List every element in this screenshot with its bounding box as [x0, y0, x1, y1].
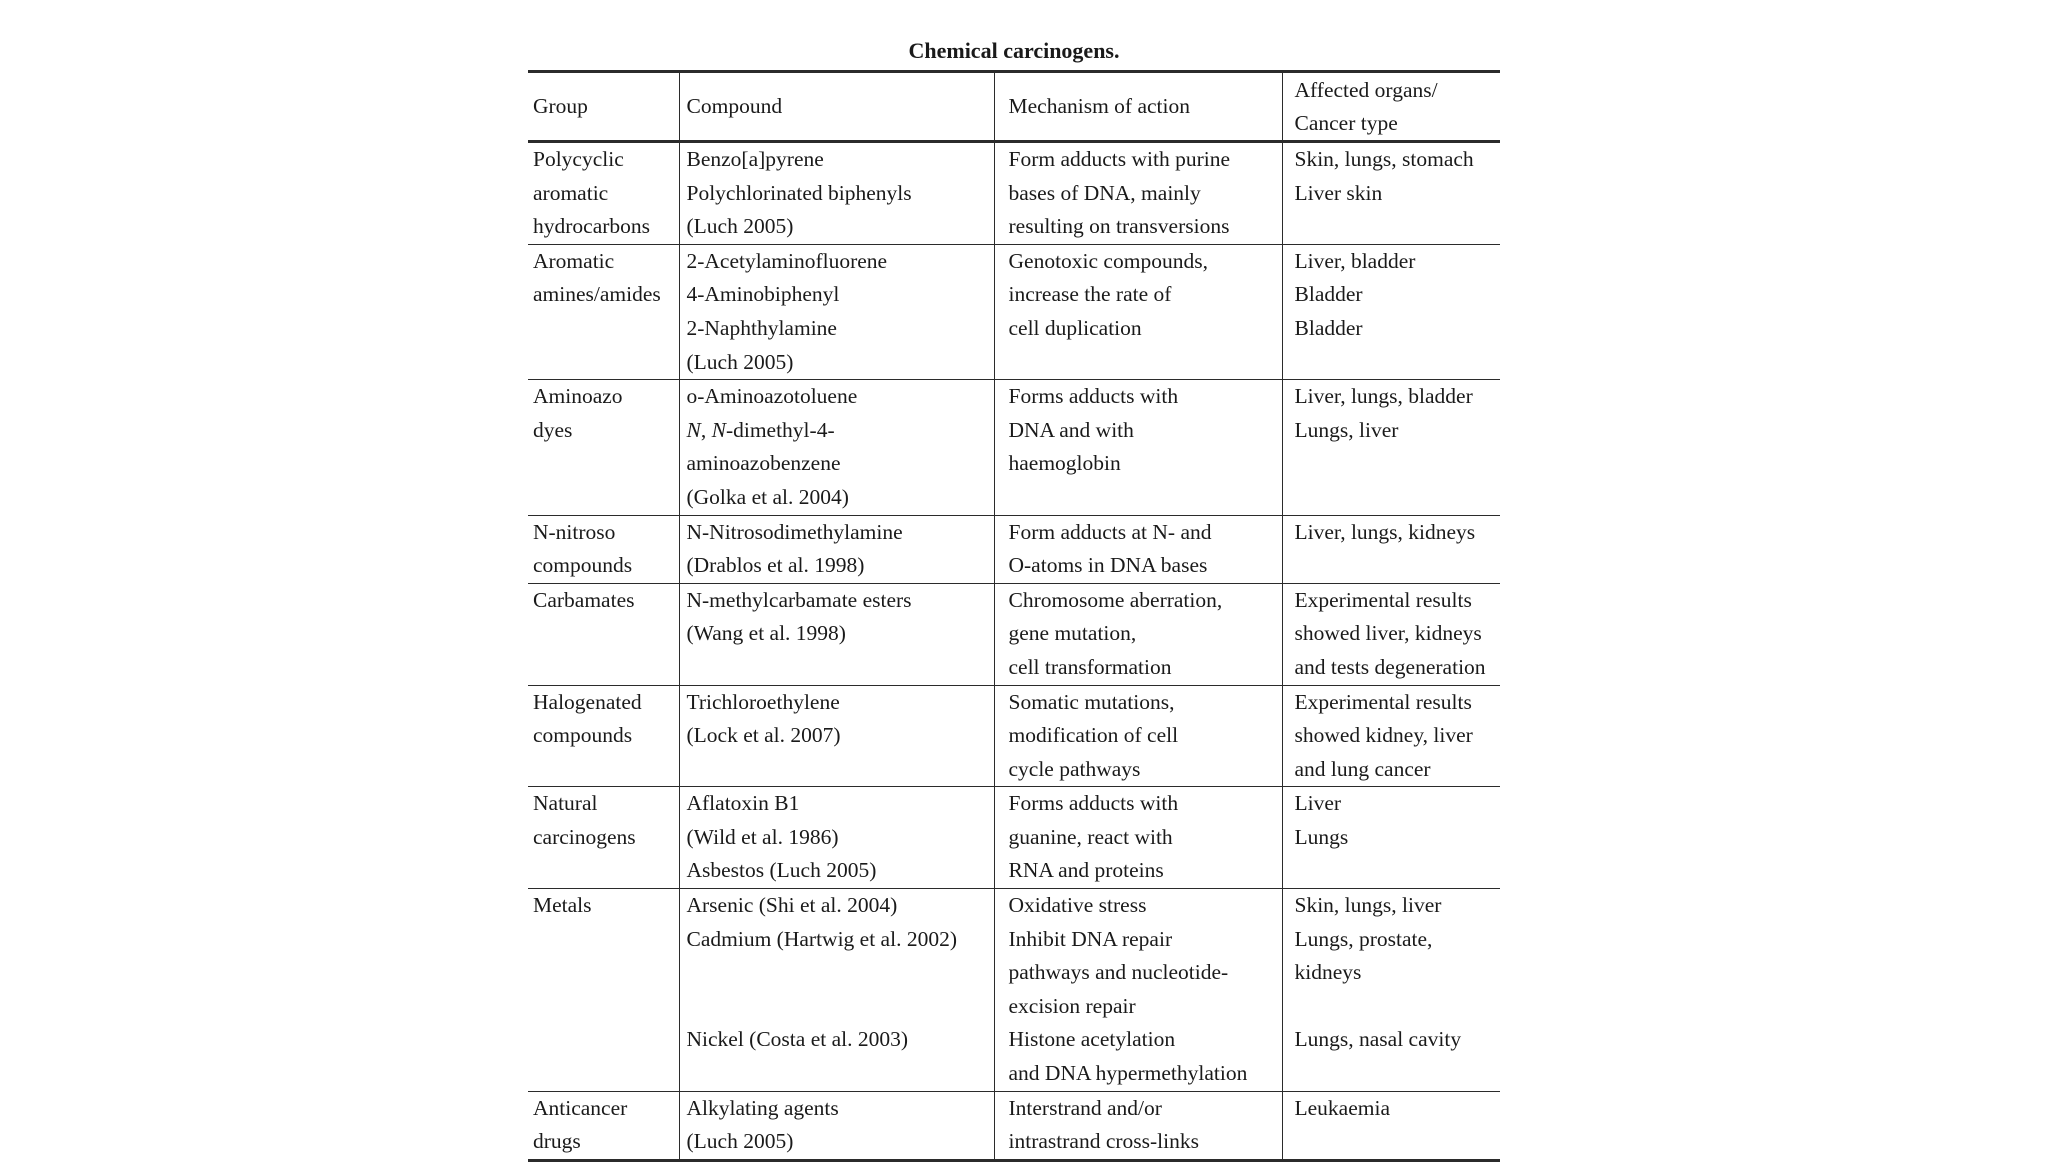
compound-line: Benzo[a]pyrene: [686, 147, 824, 171]
group-line: Halogenated: [533, 689, 642, 714]
affected-line: and lung cancer: [1294, 756, 1431, 781]
group-line: dyes: [533, 417, 573, 442]
affected-line: Liver skin: [1294, 180, 1383, 205]
mechanism-line: cell transformation: [1008, 654, 1172, 679]
group-cell: [528, 787, 679, 889]
group-cell: [528, 889, 679, 1092]
compound-line: Nickel (Costa et al. 2003): [686, 1027, 909, 1052]
compound-line: (Luch 2005): [686, 349, 794, 374]
affected-cell: [1282, 583, 1500, 685]
compound-line: (Golka et al. 2004): [686, 484, 849, 509]
group-cell: [528, 380, 679, 515]
compound-line: Alkylating agents: [686, 1095, 839, 1120]
compound-line: N-methylcarbamate esters: [686, 587, 912, 612]
mechanism-line: Somatic mutations,: [1008, 689, 1175, 714]
compound-line: (Luch 2005): [686, 1129, 794, 1154]
mechanism-cell: [994, 142, 1282, 245]
mechanism-line: cell duplication: [1008, 315, 1142, 340]
affected-cell: [1282, 1091, 1500, 1160]
affected-line: Liver: [1294, 791, 1342, 816]
mechanism-line: guanine, react with: [1008, 824, 1173, 849]
compound-cell: [679, 244, 994, 379]
group-line: aromatic: [533, 180, 609, 205]
table-row: [528, 515, 1500, 583]
mechanism-line: pathways and nucleotide-: [1008, 960, 1229, 985]
mechanism-cell: [994, 515, 1282, 583]
compound-cell: [679, 787, 994, 889]
affected-line: Bladder: [1294, 315, 1363, 340]
header-affected-line-1: Affected organs/: [1294, 77, 1438, 102]
compound-line: (Wang et al. 1998): [686, 621, 846, 646]
affected-line: Experimental results: [1294, 689, 1472, 714]
affected-line: Leukaemia: [1294, 1095, 1391, 1120]
table-row: [528, 142, 1500, 245]
affected-line: showed kidney, liver: [1294, 723, 1473, 748]
compound-line: Asbestos (Luch 2005): [686, 858, 877, 883]
group-line: Aminoazo: [533, 384, 623, 409]
compound-line: (Luch 2005): [686, 214, 794, 239]
table-row: [528, 244, 1500, 379]
affected-line: Lungs, liver: [1294, 417, 1399, 442]
affected-cell: [1282, 889, 1500, 1092]
group-line: amines/amides: [533, 282, 661, 307]
affected-line: and tests degeneration: [1294, 654, 1486, 679]
compound-cell: [679, 515, 994, 583]
header-affected-line-2: Cancer type: [1294, 110, 1398, 135]
mechanism-line: Histone acetylation: [1008, 1027, 1176, 1052]
group-line: N-nitroso: [533, 519, 616, 544]
mechanism-line: Genotoxic compounds,: [1008, 248, 1208, 273]
affected-cell: [1282, 787, 1500, 889]
group-line: Anticancer: [533, 1095, 628, 1120]
affected-line: Bladder: [1294, 282, 1363, 307]
compound-cell: [679, 583, 994, 685]
document-page: [528, 34, 1500, 1162]
header-mechanism: Mechanism of action: [994, 72, 1282, 142]
header-affected: [1282, 72, 1500, 142]
mechanism-line: haemoglobin: [1008, 451, 1121, 476]
group-line: carcinogens: [533, 824, 636, 849]
affected-cell: [1282, 380, 1500, 515]
affected-cell: [1282, 142, 1500, 245]
group-line: Aromatic: [533, 248, 615, 273]
mechanism-line: excision repair: [1008, 993, 1136, 1018]
affected-line: Liver, lungs, bladder: [1294, 384, 1473, 409]
affected-line: Liver, bladder: [1294, 248, 1416, 273]
compound-line: 2-Acetylaminofluorene: [686, 248, 888, 273]
table-row: [528, 787, 1500, 889]
affected-cell: [1282, 244, 1500, 379]
mechanism-line: O-atoms in DNA bases: [1008, 553, 1208, 578]
group-line: Carbamates: [533, 587, 635, 612]
mechanism-line: gene mutation,: [1008, 621, 1137, 646]
compound-line: N, N-dimethyl-4-: [686, 417, 835, 442]
group-line: compounds: [533, 723, 633, 748]
mechanism-line: Form adducts with purine: [1008, 147, 1231, 171]
group-line: Polycyclic: [533, 147, 624, 171]
group-line: hydrocarbons: [533, 214, 651, 239]
affected-line: kidneys: [1294, 960, 1362, 985]
mechanism-cell: [994, 1091, 1282, 1160]
compound-line: (Wild et al. 1986): [686, 824, 839, 849]
group-cell: [528, 583, 679, 685]
affected-line: Skin, lungs, liver: [1294, 893, 1442, 918]
mechanism-cell: [994, 583, 1282, 685]
group-cell: [528, 142, 679, 245]
affected-line: Skin, lungs, stomach: [1294, 147, 1474, 171]
compound-line: Trichloroethylene: [686, 689, 840, 714]
group-line: Metals: [533, 893, 592, 918]
mechanism-line: and DNA hypermethylation: [1008, 1061, 1248, 1086]
mechanism-line: Inhibit DNA repair: [1008, 926, 1173, 951]
compound-cell: [679, 1091, 994, 1160]
mechanism-line: Oxidative stress: [1008, 893, 1147, 918]
mechanism-cell: [994, 787, 1282, 889]
affected-line: Lungs, prostate,: [1294, 926, 1433, 951]
compound-line: [687, 990, 994, 1024]
compound-cell: [679, 889, 994, 1092]
header-row: [528, 72, 1500, 142]
table-row: [528, 1091, 1500, 1160]
group-line: Natural: [533, 791, 598, 816]
mechanism-cell: [994, 685, 1282, 787]
affected-cell: [1282, 515, 1500, 583]
compound-line: Cadmium (Hartwig et al. 2002): [686, 926, 957, 951]
table-row: [528, 583, 1500, 685]
group-line: drugs: [533, 1129, 581, 1154]
mechanism-line: resulting on transversions: [1008, 214, 1230, 239]
table-row: [528, 380, 1500, 515]
compound-cell: [679, 380, 994, 515]
group-cell: [528, 1091, 679, 1160]
mechanism-cell: [994, 244, 1282, 379]
compound-line: aminoazobenzene: [686, 451, 841, 476]
compound-line: Aflatoxin B1: [686, 791, 800, 816]
mechanism-line: modification of cell: [1008, 723, 1179, 748]
affected-line: Lungs: [1294, 824, 1349, 849]
mechanism-line: cycle pathways: [1008, 756, 1141, 781]
mechanism-line: increase the rate of: [1008, 282, 1172, 307]
affected-line: showed liver, kidneys: [1294, 621, 1482, 646]
affected-line: Lungs, nasal cavity: [1294, 1027, 1462, 1052]
mechanism-line: Interstrand and/or: [1008, 1095, 1162, 1120]
table-body: [528, 142, 1500, 1161]
table-title: Chemical carcinogens.: [908, 38, 1120, 63]
affected-line: Liver, lungs, kidneys: [1294, 519, 1476, 544]
mechanism-line: DNA and with: [1008, 417, 1134, 442]
mechanism-line: Form adducts at N- and: [1008, 519, 1212, 544]
compound-line: (Drablos et al. 1998): [686, 553, 865, 578]
affected-line: [1295, 990, 1501, 1024]
header-group: Group: [528, 72, 679, 142]
compound-line: o-Aminoazotoluene: [686, 384, 858, 409]
compound-line: 4-Aminobiphenyl: [686, 282, 840, 307]
group-line: compounds: [533, 553, 633, 578]
compound-line: N-Nitrosodimethylamine: [686, 519, 903, 544]
mechanism-line: RNA and proteins: [1008, 858, 1164, 883]
mechanism-line: Chromosome aberration,: [1008, 587, 1223, 612]
table-row: [528, 889, 1500, 1092]
mechanism-line: intrastrand cross-links: [1008, 1129, 1199, 1154]
mechanism-line: Forms adducts with: [1008, 384, 1179, 409]
affected-line: Experimental results: [1294, 587, 1472, 612]
compound-line: Polychlorinated biphenyls: [686, 180, 912, 205]
compound-line: Arsenic (Shi et al. 2004): [686, 893, 898, 918]
mechanism-line: bases of DNA, mainly: [1008, 180, 1201, 205]
compound-line: (Lock et al. 2007): [686, 723, 841, 748]
affected-cell: [1282, 685, 1500, 787]
compound-line: [687, 956, 994, 990]
group-cell: [528, 244, 679, 379]
compound-cell: [679, 142, 994, 245]
mechanism-line: Forms adducts with: [1008, 791, 1179, 816]
carcinogens-table: [528, 70, 1500, 1162]
compound-line: 2-Naphthylamine: [686, 315, 837, 340]
group-cell: [528, 515, 679, 583]
table-row: [528, 685, 1500, 787]
mechanism-cell: [994, 889, 1282, 1092]
compound-cell: [679, 685, 994, 787]
mechanism-cell: [994, 380, 1282, 515]
header-compound: Compound: [679, 72, 994, 142]
group-cell: [528, 685, 679, 787]
